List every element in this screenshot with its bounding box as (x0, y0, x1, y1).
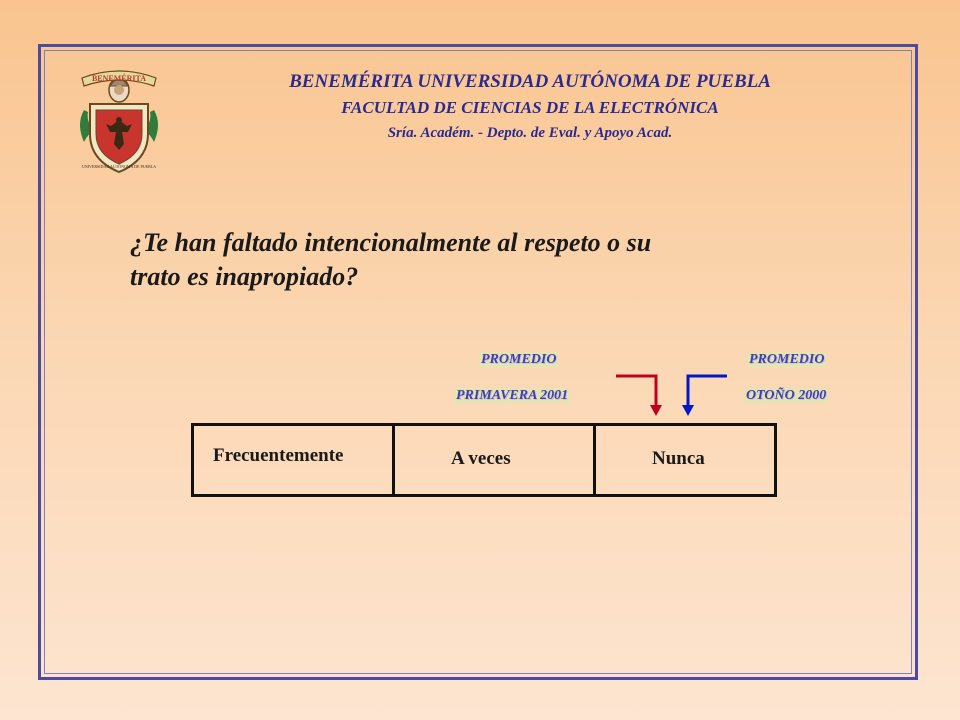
scale-option-frequently (194, 426, 392, 494)
svg-text:BENEMÉRITA: BENEMÉRITA (91, 74, 147, 83)
spring-average-label-line1: PROMEDIO (481, 352, 557, 367)
svg-text:UNIVERSIDAD AUTÓNOMA DE PUEBLA: UNIVERSIDAD AUTÓNOMA DE PUEBLA (81, 164, 157, 169)
autumn-average-label-line1: PROMEDIO (749, 352, 825, 367)
spring-average-label-line2: PRIMAVERA 2001 (456, 388, 569, 403)
scale-option-label: A veces (451, 448, 511, 469)
scale-option-label: Nunca (652, 448, 705, 469)
scale-option-sometimes (392, 426, 593, 494)
university-seal-icon (74, 64, 164, 176)
response-scale (191, 423, 777, 497)
scale-option-never (593, 426, 774, 494)
autumn-average-label-line2: OTOÑO 2000 (746, 388, 827, 403)
survey-question (130, 226, 830, 294)
university-name: BENEMÉRITA UNIVERSIDAD AUTÓNOMA DE PUEBLA (289, 71, 771, 92)
question-line-1: ¿Te han faltado intencionalmente al respeto o su (130, 228, 652, 257)
scale-option-label: Frecuentemente (213, 445, 344, 466)
faculty-name: FACULTAD DE CIENCIAS DE LA ELECTRÓNICA (341, 98, 719, 117)
department-name: Sría. Académ. - Depto. de Eval. y Apoyo Acad. (387, 125, 673, 141)
question-line-2: trato es inapropiado? (130, 262, 359, 291)
slide-header (170, 72, 890, 141)
